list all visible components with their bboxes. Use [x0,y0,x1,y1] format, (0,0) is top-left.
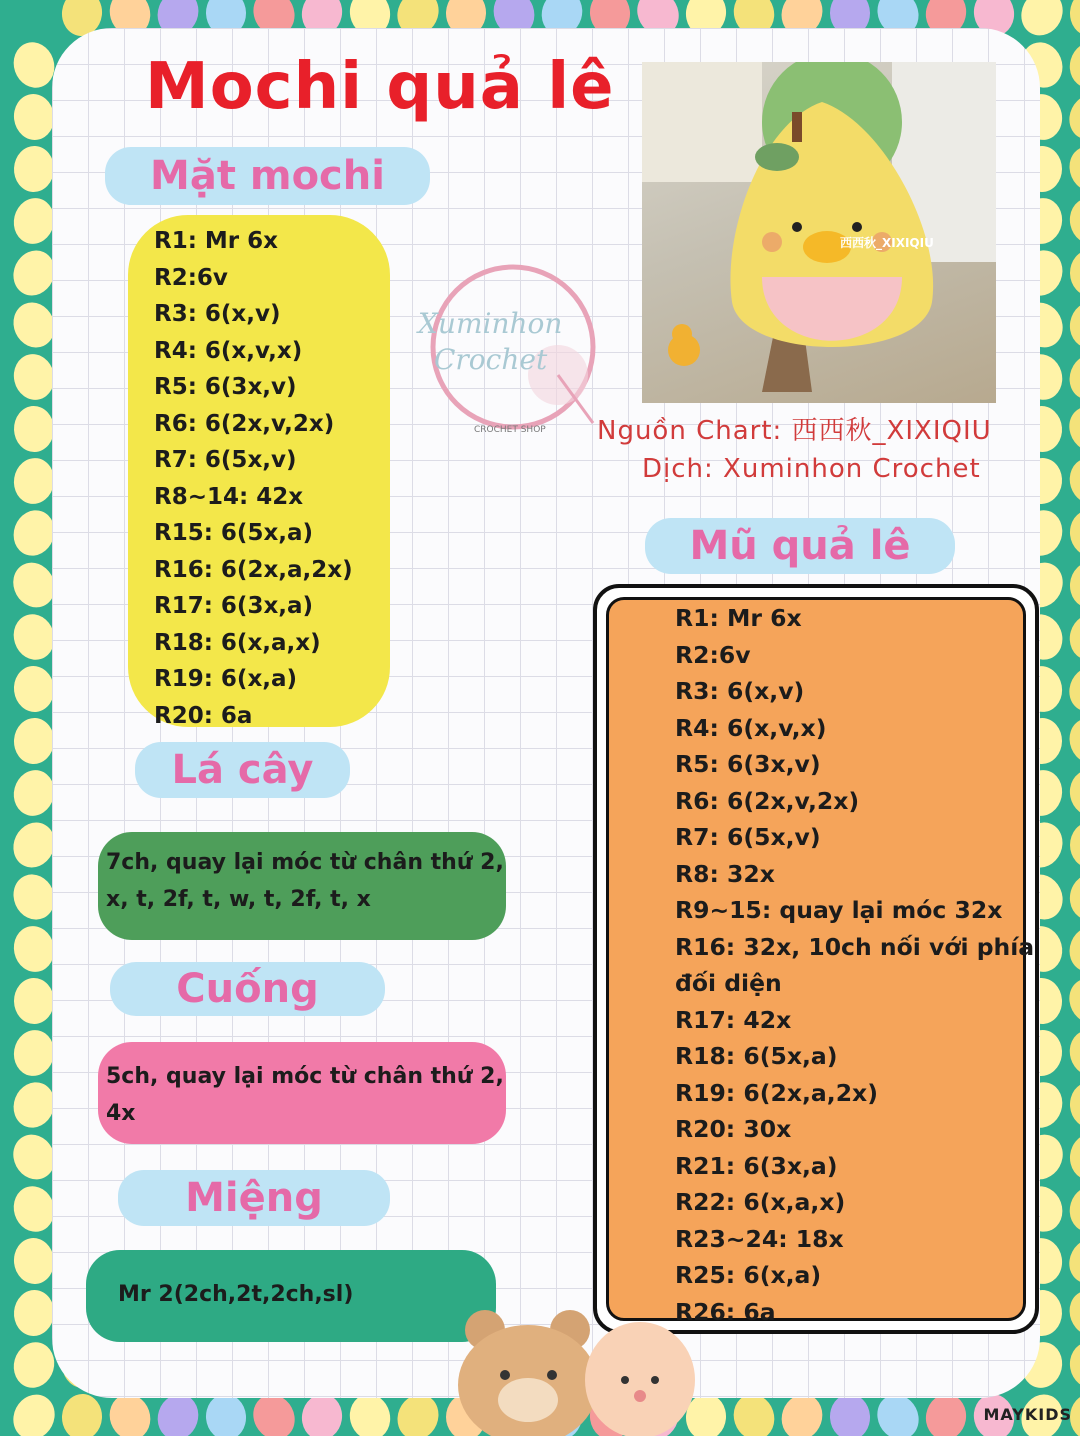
brand-mark: MAYKIDS [983,1405,1072,1424]
list-item: R8: 32x [675,859,775,888]
heading-mu-qua-le [645,518,955,574]
background-dot [1068,560,1080,609]
list-item: R2:6v [675,640,751,669]
mieng-note [86,1250,496,1342]
logo-line-2: Crochet [434,343,548,376]
list-item: R19: 6(x,a) [154,666,298,692]
photo-watermark: 西西秋_XIXIQIU [840,236,934,250]
list-item: R1: Mr 6x [675,604,802,632]
list-item: R18: 6(x,a,x) [154,629,321,656]
list-item: R1: Mr 6x [154,228,278,254]
list-item: R16: 6(2x,a,2x) [154,556,353,583]
background-dot [11,91,57,142]
background-dot [11,455,58,507]
heading-mu-qua-le-label: Mũ quả lê [689,523,911,569]
la-cay-line-2: x, t, 2f, t, w, t, 2f, t, x [106,887,371,912]
background-dot [1066,299,1080,351]
background-dot [1062,659,1080,718]
list-item: R20: 6a [154,702,253,729]
list-item: R15: 6(5x,a) [154,520,314,546]
background-dot [204,1392,248,1436]
mu-qua-le-block [593,584,1039,1334]
background-dot [1063,712,1080,770]
list-item: R18: 6(5x,a) [675,1042,838,1070]
translator-credit: Dịch: Xuminhon Crochet [642,454,981,484]
background-dot [13,145,55,193]
background-dot [828,1393,871,1436]
list-item: R16: 32x, 10ch nối với phía [675,932,1035,961]
background-dot [1066,194,1080,247]
background-dot [14,978,55,1025]
list-item: R19: 6(2x,a,2x) [675,1078,878,1107]
mat-mochi-rows [154,223,353,734]
heading-la-cay-label: Lá cây [171,747,314,793]
heading-mieng-label: Miệng [185,1175,323,1221]
list-item: R17: 42x [675,1005,792,1034]
pear-mochi-image [642,62,996,403]
la-cay-line-1: 7ch, quay lại móc từ chân thứ 2, [106,850,504,875]
background-dot [1064,609,1080,664]
bear-and-baby-sticker-icon [440,1300,700,1436]
background-dot [1063,1284,1080,1341]
list-item: R21: 6(3x,a) [675,1151,838,1180]
background-dot [1068,1132,1080,1182]
list-item: R3: 6(x,v) [675,677,805,705]
background-dot [1070,250,1080,297]
background-dot [1062,1231,1080,1290]
heading-mat-mochi [105,147,430,205]
background-dot [6,1387,63,1436]
list-item: R7: 6(5x,v) [675,823,821,851]
background-dot [1062,971,1080,1030]
background-dot [1063,348,1080,405]
background-dot [1064,1025,1080,1080]
list-item: R3: 6(x,v) [154,301,281,327]
cuong-line-1: 5ch, quay lại móc từ chân thứ 2, [106,1064,504,1089]
background-dot [1068,0,1080,37]
background-dot [1063,140,1080,198]
list-item: R9~15: quay lại móc 32x [675,896,1003,924]
list-item: R23~24: 18x [675,1224,844,1253]
background-dot [1068,508,1080,558]
heading-cuong [110,962,385,1016]
list-item: R26: 6a [675,1297,776,1326]
list-item: R8~14: 42x [154,483,304,510]
background-dot [1068,1080,1080,1129]
product-photo [642,62,996,403]
list-item: R4: 6(x,v,x) [154,337,303,364]
background-dot [12,717,55,766]
background-dot [1014,0,1071,43]
mat-mochi-block [128,215,390,727]
list-item: R6: 6(2x,v,2x) [154,410,335,437]
background-dot [1062,88,1080,147]
background-dot [12,1236,57,1286]
list-item: R25: 6(x,a) [675,1261,822,1289]
mu-qua-le-inner [606,597,1035,1326]
logo-line-1: Xuminhon [418,307,563,340]
cuong-note [98,1042,506,1144]
background-dot [12,1288,56,1337]
background-dot [1066,767,1080,820]
list-item: đối diện [675,969,782,997]
list-item: R22: 6(x,a,x) [675,1188,846,1216]
background-dot [1065,38,1080,93]
list-item: R2:6v [154,264,228,291]
list-item: R5: 6(3x,v) [154,374,297,400]
background-dot [5,0,63,43]
shop-logo [408,255,618,445]
list-item: R20: 30x [675,1115,792,1143]
list-item: R17: 6(3x,a) [154,593,314,619]
background-dot [1064,453,1080,509]
heading-mat-mochi-label: Mặt mochi [150,153,385,199]
list-item: R5: 6(3x,v) [675,750,821,778]
list-item: R7: 6(5x,v) [154,447,297,473]
background-dot [1064,1181,1080,1237]
mu-qua-le-rows [675,600,1034,1330]
heading-mieng [118,1170,390,1226]
background-dot [1063,920,1080,978]
background-dot [1066,1339,1080,1391]
background-dot [11,664,56,715]
heading-la-cay [135,742,350,798]
cuong-line-2: 4x [106,1101,136,1126]
page-title: Mochi quả lê [145,50,615,124]
background-dot [1062,399,1080,458]
background-dot [1066,871,1080,924]
logo-sub: CROCHET SHOP [474,425,546,435]
background-dot [60,1393,103,1436]
list-item: R6: 6(2x,v,2x) [675,786,860,815]
la-cay-note [98,832,506,940]
source-credit: Nguồn Chart: 西西秋_XIXIQIU [597,416,992,446]
background-dot [1070,822,1080,868]
background-dot [13,405,55,452]
mieng-line: Mr 2(2ch,2t,2ch,sl) [118,1282,354,1307]
list-item: R4: 6(x,v,x) [675,713,827,742]
heading-cuong-label: Cuống [176,966,319,1012]
background-dot [10,1027,57,1079]
